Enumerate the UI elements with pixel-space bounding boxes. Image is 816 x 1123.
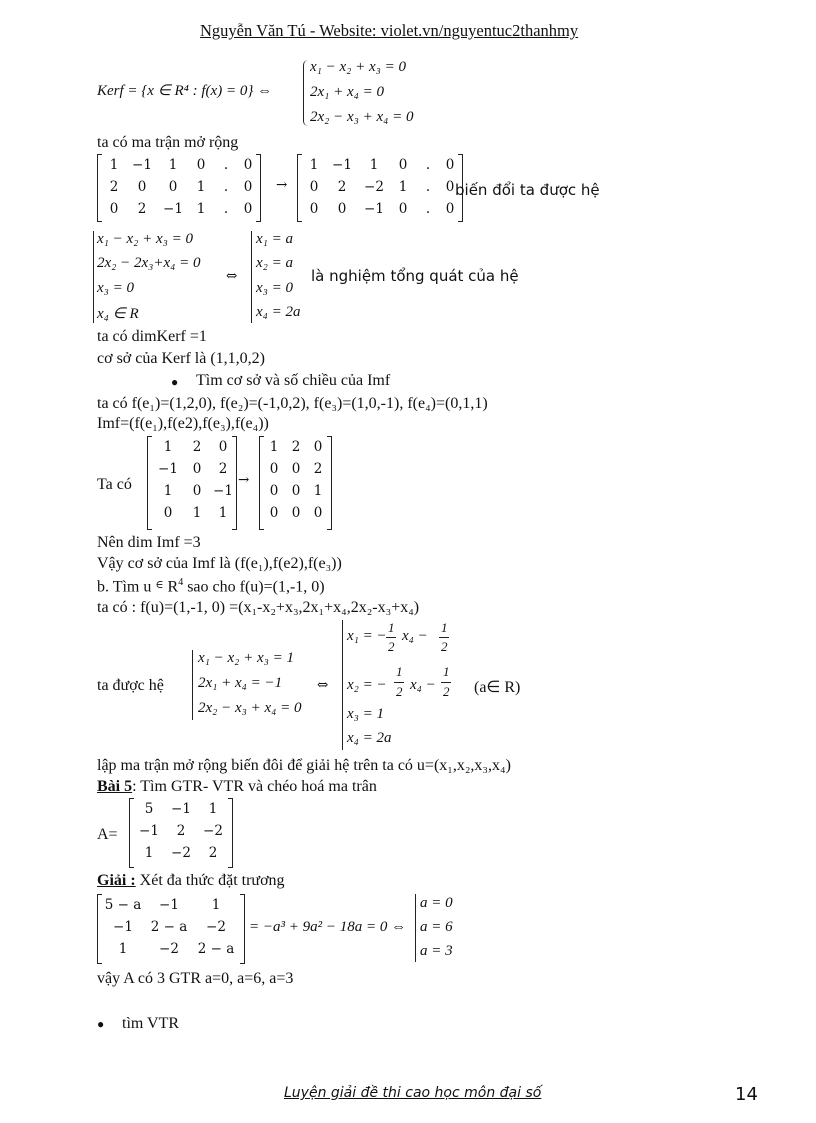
root-1: a = 0 xyxy=(420,895,453,911)
matrix-e: 5 −1 1 −1 2 −2 1 −2 2 xyxy=(139,801,223,861)
bai5-heading: Bài 5: Tìm GTR- VTR và chéo hoá ma trân xyxy=(97,778,377,795)
page-footer: Luyện giải đề thi cao học môn đại số xyxy=(284,1085,542,1101)
roots-bar xyxy=(415,894,416,962)
text-lap-ma-tran: lập ma trận mở rộng biến đôi để giải hệ trên ta có u=(x₁,x₂,x₃,x₄) xyxy=(97,757,511,774)
arrow-right: → xyxy=(276,177,288,193)
text-imf: Imf=(f(e₁),f(e2),f(e₃),f(e₄)) xyxy=(97,415,269,432)
sys3-r1-mid: x₄ − xyxy=(402,628,428,644)
sys3-r1-den1: 2 xyxy=(388,639,395,654)
text-fu: ta có : f(u)=(1,-1, 0) =(x₁-x₂+x₃,2x₁+x₄,2x₂-x₃+x₄) xyxy=(97,599,420,616)
matrix-a-right-bracket xyxy=(256,154,261,222)
matrix-f: 5 − a −1 1 −1 2 − a −2 1 −2 2 − a xyxy=(104,897,235,957)
sys3-r4: x₄ = 2a xyxy=(347,730,392,746)
text-f-values: ta có f(e₁)=(1,2,0), f(e₂)=(-1,0,2), f(e₃)=(1,0,-1), f(e₄)=(0,1,1) xyxy=(97,395,488,412)
brace-left xyxy=(303,60,308,126)
sys3-r3: x₃ = 1 xyxy=(347,706,384,722)
bai5-title: Bài 5 xyxy=(97,778,133,795)
sys2-note: là nghiệm tổng quát của hệ xyxy=(311,267,519,285)
label-a: A= xyxy=(97,826,118,843)
sys3-r2-den2: 2 xyxy=(443,684,450,699)
text-bien-doi: biến đổi ta được hệ xyxy=(455,181,600,199)
giai-title: Giải : xyxy=(97,872,136,889)
sys3-r2-num2: 1 xyxy=(443,664,450,679)
text-dim-imf: Nên dim Imf =3 xyxy=(97,534,201,551)
bullet-icon-2: ● xyxy=(97,1017,105,1031)
sys3-left-eq-1: x₁ − x₂ + x₃ = 1 xyxy=(198,650,294,666)
kerf-eq-1: x₁ − x₂ + x₃ = 0 xyxy=(310,59,406,75)
sys3-r2-fraction-bar-1 xyxy=(394,682,404,683)
sys2-right-eq-4: x₄ = 2a xyxy=(256,304,301,320)
sys3-right-brace xyxy=(342,620,343,750)
root-3: a = 3 xyxy=(420,943,453,959)
sys3-r1-num2: 1 xyxy=(441,620,448,635)
sys3-r2-start: x₂ = − xyxy=(347,677,387,693)
sys2-equiv: ⇔ xyxy=(226,268,238,284)
kerf-eq-3: 2x₂ − x₃ + x₄ = 0 xyxy=(310,109,414,125)
sys3-left-eq-2: 2x₁ + x₄ = −1 xyxy=(198,675,283,691)
sys2-left-brace xyxy=(93,231,94,323)
sys3-param: (a∈ R) xyxy=(474,679,521,696)
sys2-right-eq-3: x₃ = 0 xyxy=(256,280,293,296)
matrix-b: 1 −1 1 0 . 0 0 2 −2 1 . 0 0 0 −1 0 . 0 xyxy=(309,157,455,217)
text-part-b: b. Tìm u ∈ $R^4$ sao cho f(u)=(1,-1, 0) xyxy=(97,577,325,596)
matrix-d-right-bracket xyxy=(327,436,332,530)
text-ta-duoc-he: ta được hệ xyxy=(97,677,164,694)
sys3-r1-fraction-bar-2 xyxy=(439,637,449,638)
text-ma-tran-mo-rong: ta có ma trận mở rộng xyxy=(97,134,239,151)
root-2: a = 6 xyxy=(420,919,453,935)
sys3-left-brace xyxy=(192,650,193,720)
matrix-f-right-bracket xyxy=(240,894,245,964)
kerf-eq-2: 2x₁ + x₄ = 0 xyxy=(310,84,384,100)
sys3-r2-fraction-bar-2 xyxy=(441,682,451,683)
bullet-icon: ● xyxy=(171,375,179,389)
sys3-r1-den2: 2 xyxy=(441,639,448,654)
matrix-a-left-bracket xyxy=(97,154,102,222)
sys3-r1-num1: 1 xyxy=(388,620,395,635)
sys3-equiv: ⇔ xyxy=(317,677,329,693)
matrix-c-right-bracket xyxy=(232,436,237,530)
page-header: Nguyễn Văn Tú - Website: violet.vn/nguyentuc2thanhmy xyxy=(200,21,579,40)
bullet-tim-vtr: tìm VTR xyxy=(122,1015,180,1032)
matrix-e-right-bracket xyxy=(228,798,233,868)
sys2-left-eq-1: x₁ − x₂ + x₃ = 0 xyxy=(97,231,193,247)
kerf-definition: Kerf = {x ∈ R⁴ : f(x) = 0} ⇔ xyxy=(97,83,273,99)
sys2-right-brace xyxy=(251,231,252,323)
arrow-right-2: → xyxy=(238,472,250,488)
sys3-r1-start: x₁ = − xyxy=(347,628,387,644)
text-co-so-imf: Vậy cơ sở của Imf là (f(e₁),f(e2),f(e₃)) xyxy=(97,555,342,572)
text-ta-co: Ta có xyxy=(97,476,132,493)
sys3-r2-mid: x₄ − xyxy=(410,677,436,693)
page-number: 14 xyxy=(735,1084,758,1105)
matrix-c: 1 2 0 −1 0 2 1 0 −1 0 1 1 xyxy=(158,439,233,521)
sys3-r2-den1: 2 xyxy=(396,684,403,699)
bullet-tim-co-so: Tìm cơ sở và số chiều của Imf xyxy=(196,372,391,389)
text-vay-a: vậy A có 3 GTR a=0, a=6, a=3 xyxy=(97,970,294,987)
sys2-right-eq-1: x₁ = a xyxy=(256,231,293,247)
text-co-so-kerf: cơ sở của Kerf là (1,1,0,2) xyxy=(97,350,265,367)
sys2-right-eq-2: x₂ = a xyxy=(256,255,293,271)
text-dim-kerf: ta có dimKerf =1 xyxy=(97,328,207,345)
sys3-left-eq-3: 2x₂ − x₃ + x₄ = 0 xyxy=(198,700,302,716)
sys3-r1-fraction-bar-1 xyxy=(386,637,396,638)
sys2-left-eq-3: x₃ = 0 xyxy=(97,280,134,296)
sys2-left-eq-4: x₄ ∈ R xyxy=(97,306,139,322)
matrix-d: 1 2 0 0 0 2 0 0 1 0 0 0 xyxy=(269,439,323,521)
matrix-b-left-bracket xyxy=(297,154,302,222)
sys3-r2-num1: 1 xyxy=(396,664,403,679)
sys2-left-eq-2: 2x₂ − 2x₃+x₄ = 0 xyxy=(97,255,201,271)
matrix-a: 1 −1 1 0 . 0 2 0 0 1 . 0 0 2 −1 1 . 0 xyxy=(109,157,253,217)
giai-heading: Giải : Xét đa thức đặt trương xyxy=(97,872,285,889)
characteristic-equation: = −a³ + 9a² − 18a = 0 ⇔ xyxy=(249,919,407,935)
